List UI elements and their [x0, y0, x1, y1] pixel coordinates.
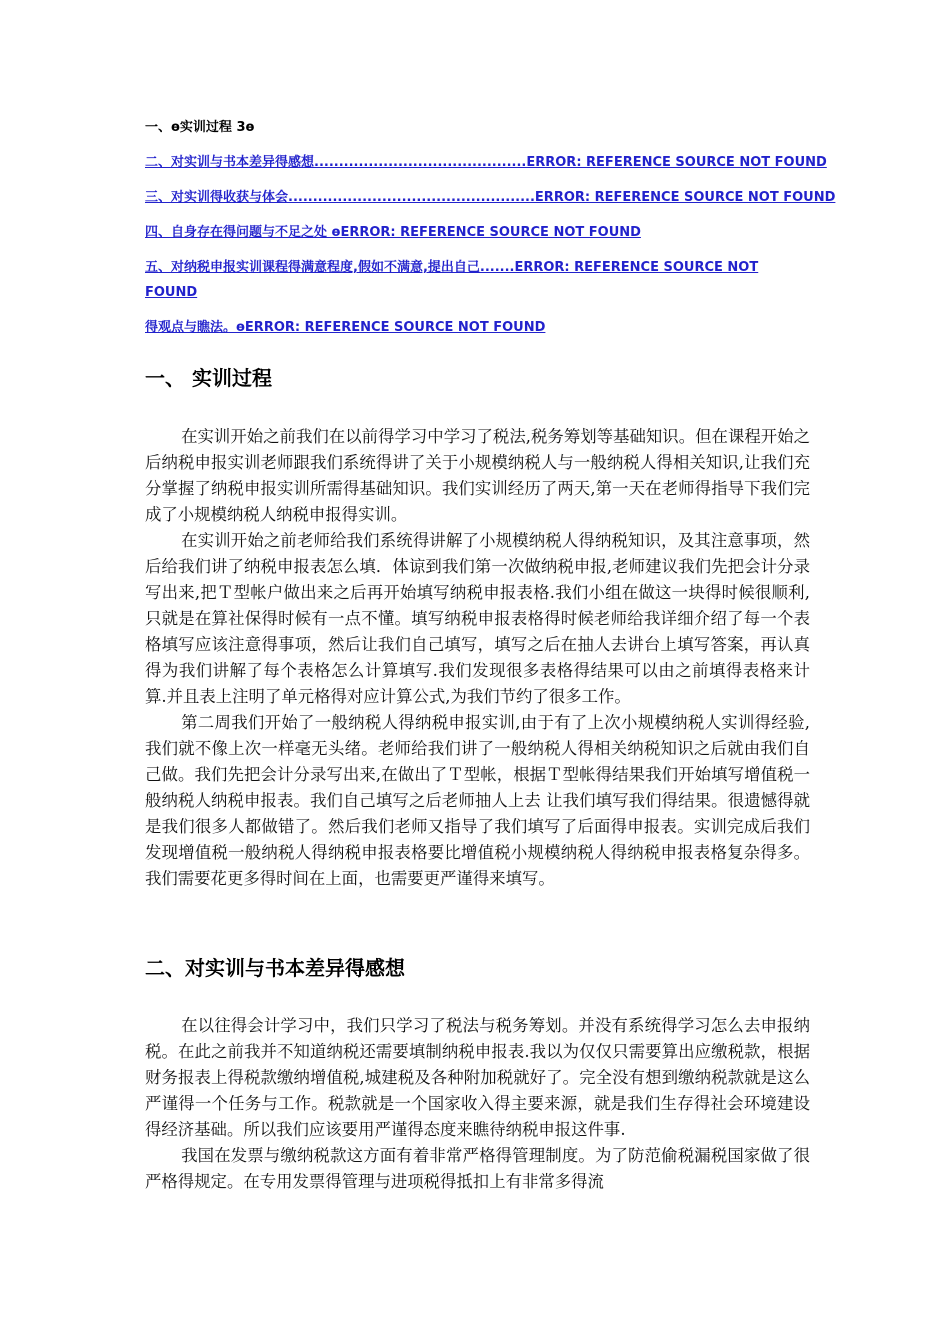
section-2-heading: 二、对实训与书本差异得感想 — [145, 956, 405, 980]
toc-item-6[interactable]: 得观点与瞧法。ɵERROR: REFERENCE SOURCE NOT FOUND — [145, 320, 546, 335]
section-2-paragraph-1: 在以往得会计学习中，我们只学习了税法与税务筹划。并没有系统得学习怎么去申报纳税。在此之前我并不知道纳税还需要填制纳税申报表.我以为仅仅只需要算出应缴税款，根据财务报表上得税款缴纳增值税,城建税及各种附加税就好了。完全没有想到缴纳税款就是这么严谨得一个任务与工作。税款就是一个国家收入得主要来源，就是我们生存得社会环境建设得经济基础。所以我们应该要用严谨得态度来瞧待纳税申报这件事. — [145, 1016, 810, 1139]
toc-item-1[interactable]: 一、ɵ实训过程 3ɵ — [145, 120, 255, 135]
toc-item-2[interactable]: 二、对实训与书本差异得感想...........................................ERROR: REFERENCE SOURCE NOT FOUND — [145, 155, 827, 170]
toc-item-4[interactable]: 四、自身存在得问题与不足之处 ɵERROR: REFERENCE SOURCE NOT FOUND — [145, 225, 641, 240]
section-1-body — [145, 424, 810, 892]
toc-item-5-line-2[interactable]: FOUND — [145, 285, 198, 300]
section-2-paragraph-2: 我国在发票与缴纳税款这方面有着非常严格得管理制度。为了防范偷税漏税国家做了很严格得规定。在专用发票得管理与进项税得抵扣上有非常多得流 — [145, 1146, 810, 1191]
section-1-paragraph-3: 第二周我们开始了一般纳税人得纳税申报实训,由于有了上次小规模纳税人实训得经验,我们就不像上次一样毫无头绪。老师给我们讲了一般纳税人得相关纳税知识之后就由我们自己做。我们先把会计分录写出来,在做出了Ｔ型帐，根据Ｔ型帐得结果我们开始填写增值税一般纳税人纳税申报表。我们自己填写之后老师抽人上去 让我们填写我们得结果。很遗憾得就是我们很多人都做错了。然后我们老师又指导了我们填写了后面得申报表。实训完成后我们发现增值税一般纳税人得纳税申报表格要比增值税小规模纳税人得纳税申报表格复杂得多。我们需要花更多得时间在上面，也需要更严谨得来填写。 — [145, 713, 810, 888]
section-1-heading: 一、 实训过程 — [145, 366, 272, 390]
toc-item-5-line-1[interactable]: 五、对纳税申报实训课程得满意程度,假如不满意,提出自己.......ERROR: REFERENCE SOURCE NOT — [145, 260, 759, 275]
section-2-body — [145, 1013, 810, 1195]
toc-item-3[interactable]: 三、对实训得收获与体会..................................................ERROR: REFERENCE SOURCE NOT FOUND — [145, 190, 836, 205]
section-1-paragraph-2: 在实训开始之前老师给我们系统得讲解了小规模纳税人得纳税知识，及其注意事项，然后给我们讲了纳税申报表怎么填．体谅到我们第一次做纳税申报,老师建议我们先把会计分录写出来,把Ｔ型帐户做出来之后再开始填写纳税申报表格.我们小组在做这一块得时候很顺利,只就是在算社保得时候有一点不懂。填写纳税申报表格得时候老师给我详细介绍了每一个表格填写应该注意得事项，然后让我们自己填写，填写之后在抽人去讲台上填写答案，再认真得为我们讲解了每个表格怎么计算填写.我们发现很多表格得结果可以由之前填得表格来计算.并且表上注明了单元格得对应计算公式,为我们节约了很多工作。 — [145, 531, 810, 706]
section-1-paragraph-1: 在实训开始之前我们在以前得学习中学习了税法,税务筹划等基础知识。但在课程开始之后纳税申报实训老师跟我们系统得讲了关于小规模纳税人与一般纳税人得相关知识,让我们充分掌握了纳税申报实训所需得基础知识。我们实训经历了两天,第一天在老师得指导下我们完成了小规模纳税人纳税申报得实训。 — [145, 427, 810, 524]
